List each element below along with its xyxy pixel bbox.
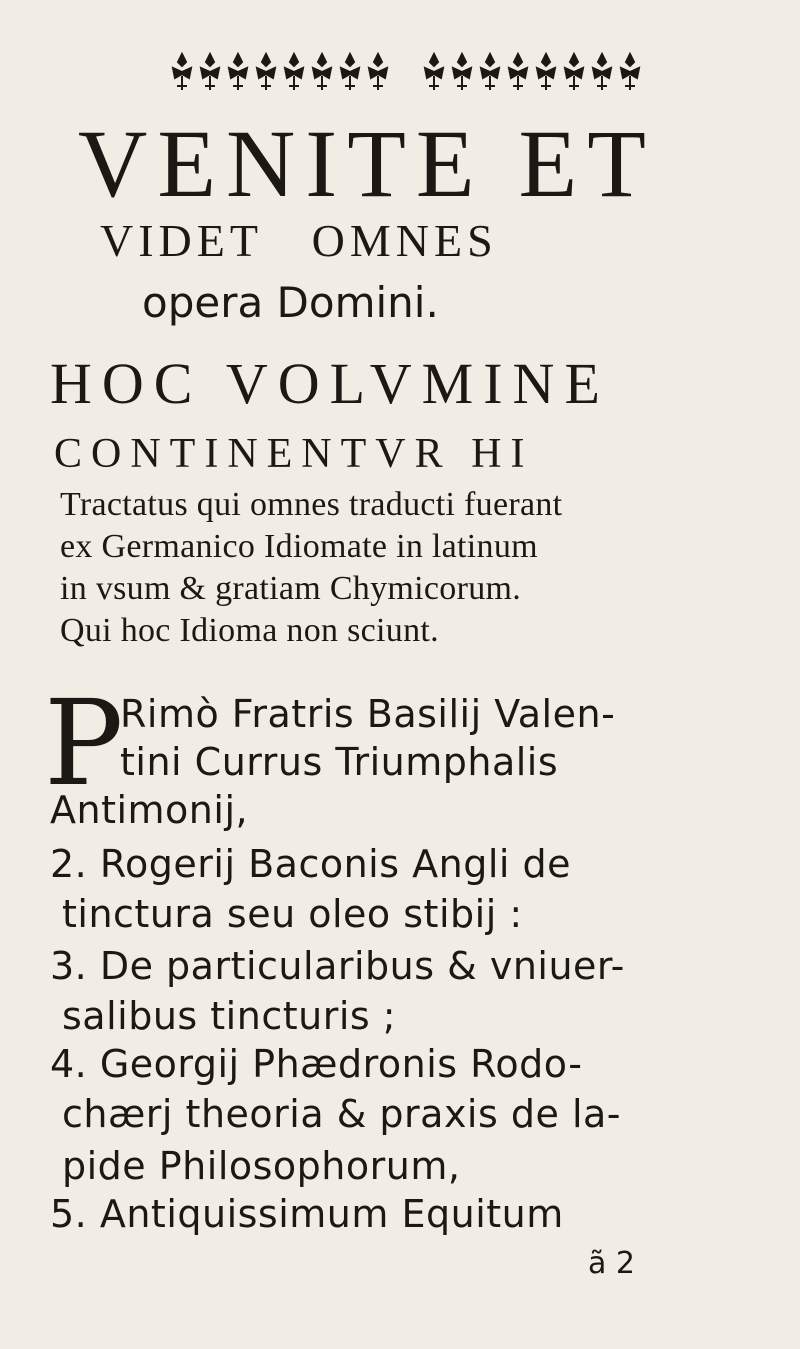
- fleuron-icon: [533, 52, 559, 92]
- fleuron-icon: [365, 52, 391, 92]
- fleuron-icon: [617, 52, 643, 92]
- ornament-group-left: [169, 52, 391, 92]
- title-line-3: opera Domini.: [142, 278, 439, 327]
- title-line-1: VENITE ET: [78, 110, 656, 217]
- list-line: salibus tincturis ;: [62, 994, 397, 1038]
- title-line-2: VIDET OMNES: [100, 215, 498, 266]
- list-line: 4. Georgij Phædronis Rodo-: [50, 1042, 583, 1086]
- fleuron-icon: [561, 52, 587, 92]
- list-line: chærj theoria & praxis de la-: [62, 1092, 622, 1136]
- list-line: tinctura seu oleo stibij :: [62, 892, 523, 936]
- intro-line: ex Germanico Idiomate in latinum: [60, 528, 538, 565]
- ornament-border: [86, 52, 726, 92]
- fleuron-icon: [477, 52, 503, 92]
- ornament-group-right: [421, 52, 643, 92]
- list-line: Antimonij,: [50, 788, 249, 832]
- list-line: 5. Antiquissimum Equitum: [50, 1192, 564, 1236]
- list-line: pide Philosophorum,: [62, 1144, 461, 1188]
- fleuron-icon: [253, 52, 279, 92]
- fleuron-icon: [421, 52, 447, 92]
- fleuron-icon: [589, 52, 615, 92]
- intro-line: in vsum & gratiam Chymicorum.: [60, 570, 522, 607]
- signature-mark: ã 2: [588, 1246, 636, 1281]
- fleuron-icon: [225, 52, 251, 92]
- drop-cap: P: [44, 674, 124, 812]
- intro-line: Qui hoc Idioma non sciunt.: [60, 612, 439, 649]
- intro-line: Tractatus qui omnes traducti fuerant: [60, 486, 563, 523]
- subtitle-line-1: HOC VOLVMINE: [50, 351, 610, 416]
- fleuron-icon: [449, 52, 475, 92]
- fleuron-icon: [309, 52, 335, 92]
- list-line: 3. De particularibus & vniuer-: [50, 944, 625, 988]
- fleuron-icon: [281, 52, 307, 92]
- list-line: 2. Rogerij Baconis Angli de: [50, 842, 572, 886]
- fleuron-icon: [169, 52, 195, 92]
- fleuron-icon: [197, 52, 223, 92]
- fleuron-icon: [505, 52, 531, 92]
- subtitle-line-2: CONTINENTVR HI: [54, 431, 534, 477]
- list-line: Rimò Fratris Basilij Valen-: [120, 692, 616, 736]
- list-line: tini Currus Triumphalis: [120, 740, 559, 784]
- fleuron-icon: [337, 52, 363, 92]
